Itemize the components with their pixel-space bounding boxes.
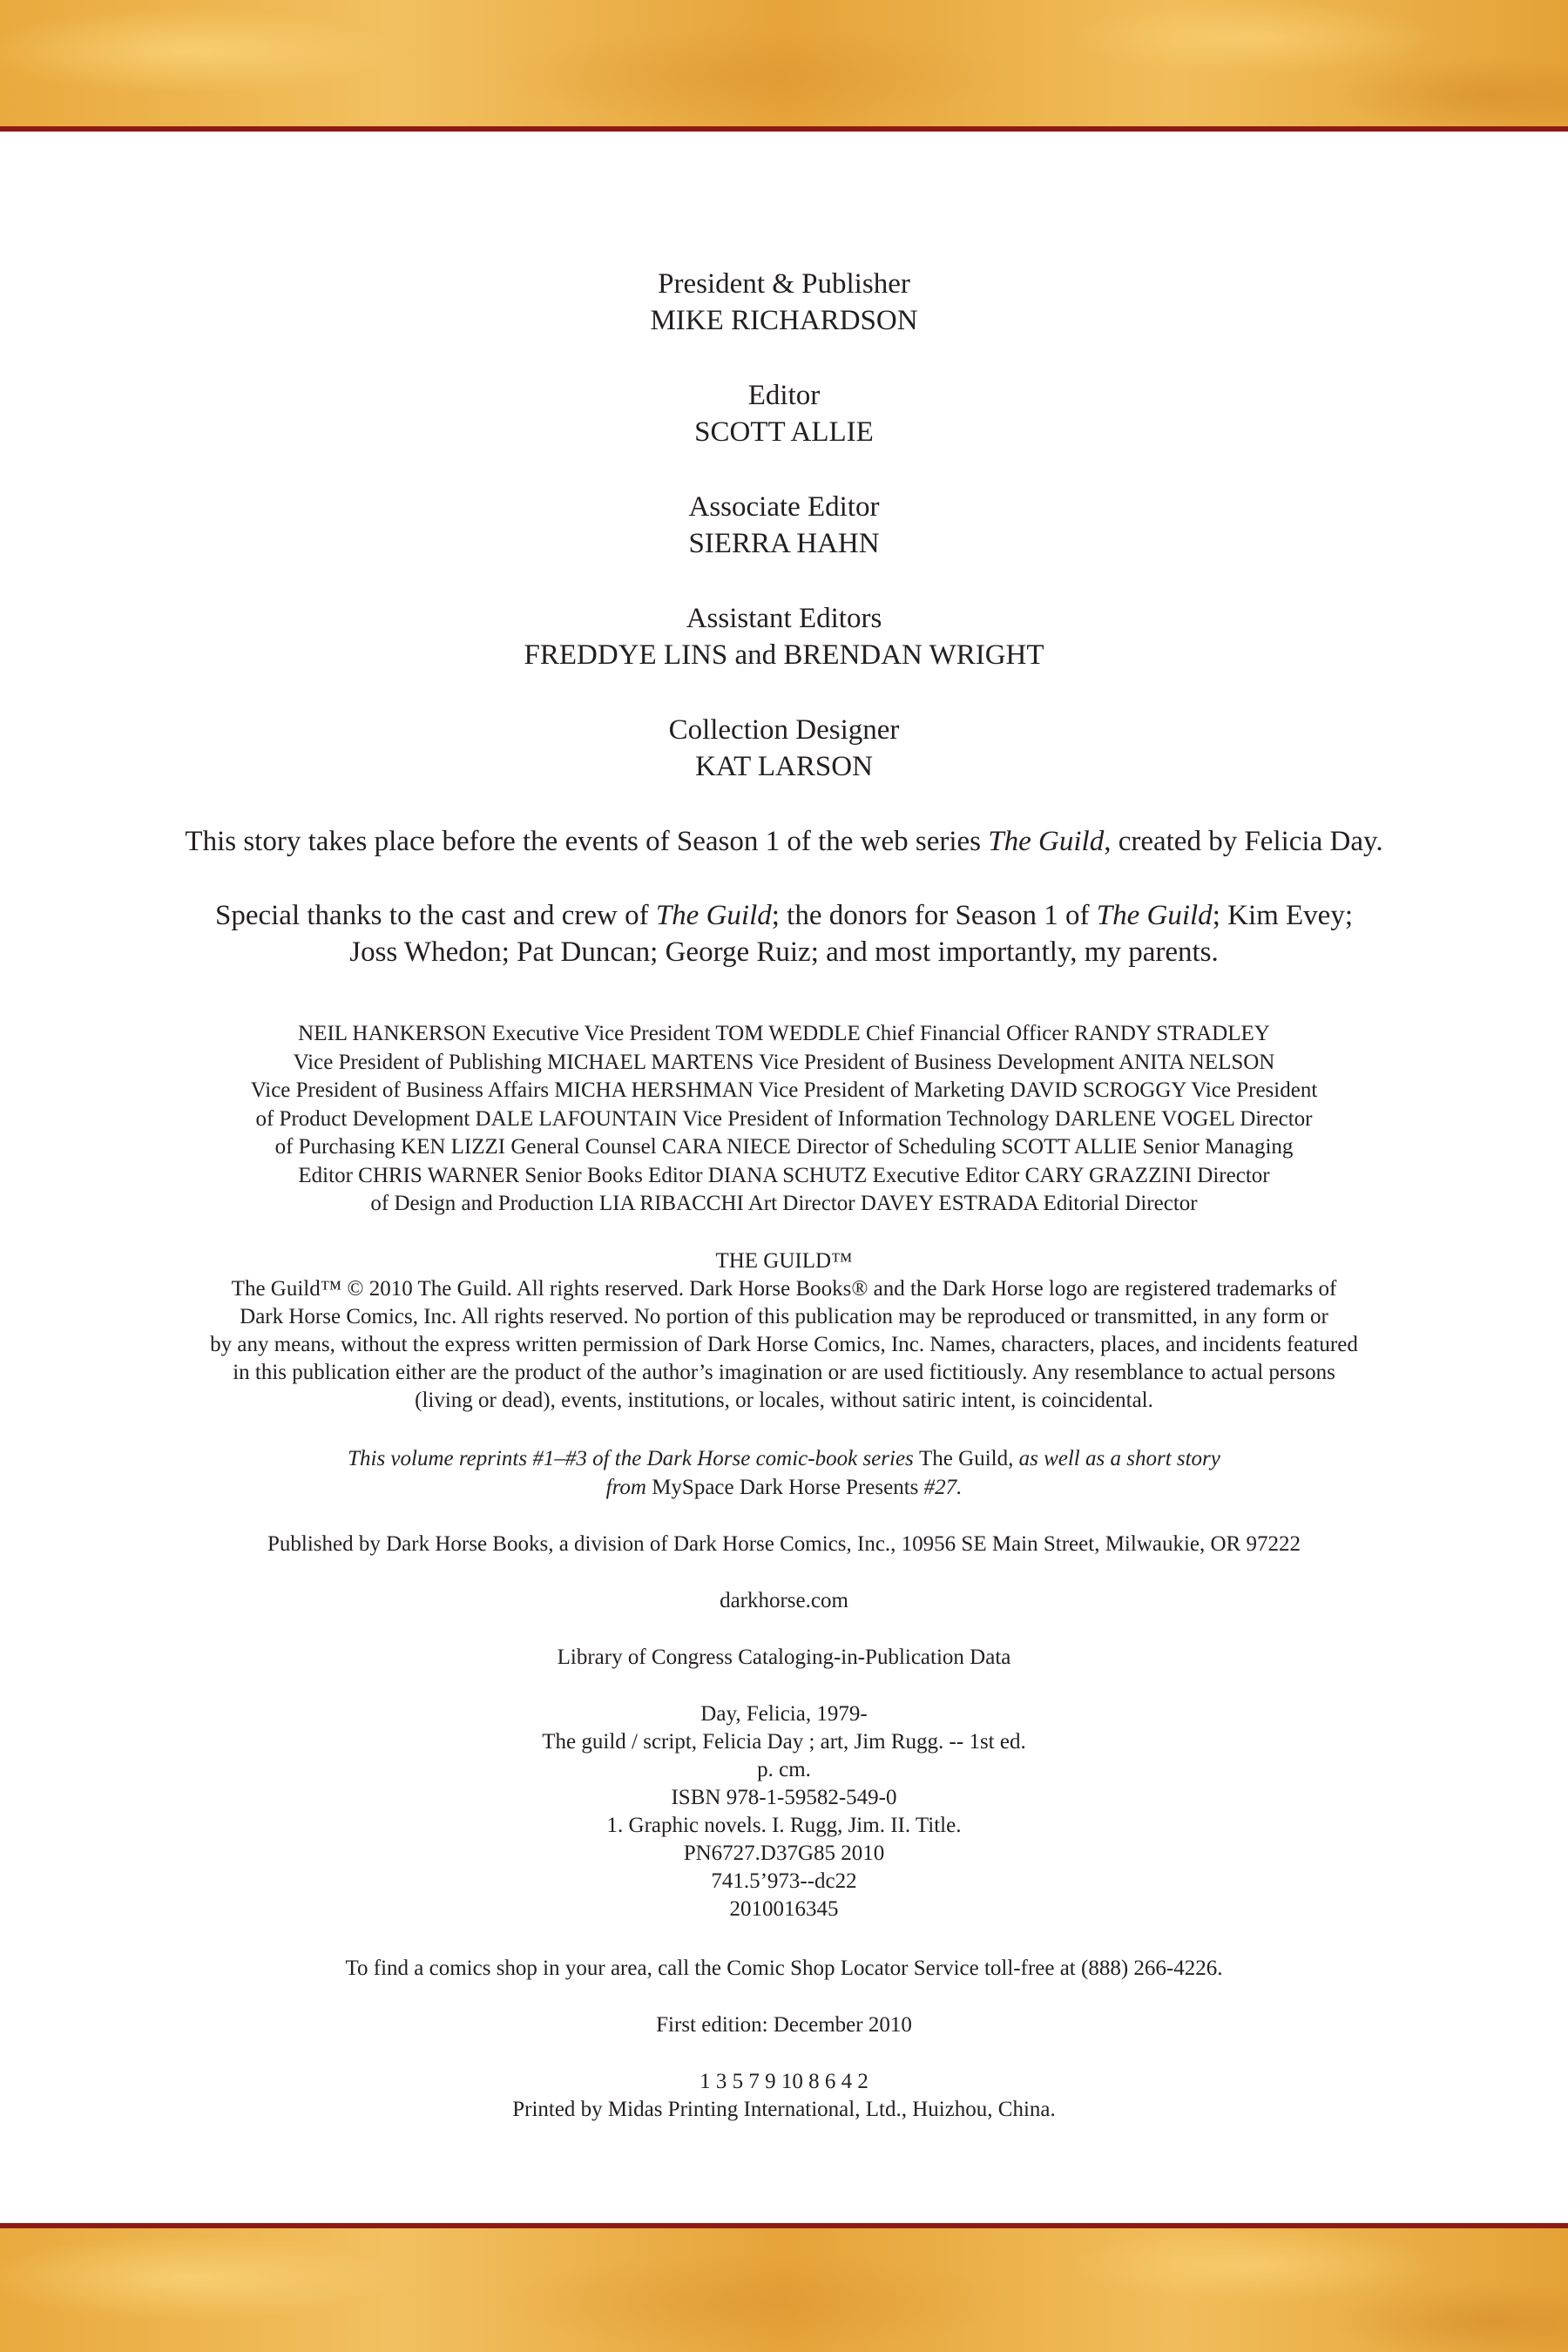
bottom-decorative-band xyxy=(0,2223,1568,2352)
reprint-text: #27. xyxy=(918,1476,963,1499)
reprint-text: from xyxy=(605,1476,652,1499)
executives-line: of Design and Production LIA RIBACCHI Art Director DAVEY ESTRADA Editorial Director xyxy=(370,1192,1198,1215)
credit-name: KAT LARSON xyxy=(695,751,873,782)
story-note-text-before: This story takes place before the events of Season 1 of the web series xyxy=(185,826,989,857)
cip-line: 2010016345 xyxy=(729,1897,839,1921)
thanks-line-1 xyxy=(0,897,1568,934)
credit-block-assistant-editors xyxy=(0,600,1568,673)
legal-line: by any means, without the express written permission of Dark Horse Comics, Inc. Names, characters, places, and incidents featured xyxy=(210,1333,1358,1356)
story-note-text-after: , created by Felicia Day. xyxy=(1104,826,1383,857)
legal-line: in this publication either are the product of the author’s imagination or are used fictitiously. Any resemblance to actual persons xyxy=(233,1361,1335,1384)
credit-block-associate-editor xyxy=(0,489,1568,562)
thanks-text: ; Kim Evey; xyxy=(1212,900,1353,931)
credit-block-collection-designer xyxy=(0,712,1568,785)
published-by: Published by Dark Horse Books, a division of Dark Horse Comics, Inc., 10956 SE Main Street, Milwaukie, OR 97222 xyxy=(267,1532,1301,1556)
thanks-text: ; the donors for Season 1 of xyxy=(771,900,1097,931)
cip-line: 741.5’973--dc22 xyxy=(711,1869,857,1893)
credit-role: Associate Editor xyxy=(688,491,880,523)
top-decorative-band xyxy=(0,0,1568,132)
executives-line: NEIL HANKERSON Executive Vice President TOM WEDDLE Chief Financial Officer RANDY STRADLEY xyxy=(298,1022,1270,1045)
cip-line: Day, Felicia, 1979- xyxy=(700,1702,868,1726)
legal-line: Dark Horse Comics, Inc. All rights reserved. No portion of this publication may be reproduced or transmitted, in any form or xyxy=(240,1305,1328,1328)
edition: First edition: December 2010 xyxy=(656,2013,912,2037)
reprint-text: , as well as a short story xyxy=(1008,1447,1220,1470)
thanks-title: The Guild xyxy=(1096,900,1213,931)
executives-line: Vice President of Publishing MICHAEL MARTENS Vice President of Business Development ANITA NELSON xyxy=(293,1050,1275,1074)
credit-name: SCOTT ALLIE xyxy=(694,416,874,448)
credit-name: FREDDYE LINS and BRENDAN WRIGHT xyxy=(524,639,1044,671)
cip-line: 1. Graphic novels. I. Rugg, Jim. II. Title. xyxy=(606,1814,962,1837)
credit-role: Editor xyxy=(747,380,821,411)
cip-line: The guild / script, Felicia Day ; art, Jim Rugg. -- 1st ed. xyxy=(542,1730,1026,1754)
executives-line: of Product Development DALE LAFOUNTAIN Vice President of Information Technology DARLENE VOGEL Director xyxy=(255,1106,1313,1131)
reprint-text: This volume reprints #1–#3 of the Dark Horse comic-book series xyxy=(348,1447,920,1470)
thanks-line-2: Joss Whedon; Pat Duncan; George Ruiz; and most importantly, my parents. xyxy=(349,936,1219,968)
executives-line: of Purchasing KEN LIZZI General Counsel CARA NIECE Director of Scheduling SCOTT ALLIE Senior Managing xyxy=(274,1135,1294,1159)
cip-line: ISBN 978-1-59582-549-0 xyxy=(671,1786,897,1809)
shop-locator: To find a comics shop in your area, call the Comic Shop Locator Service toll-free at (888) 266-4226. xyxy=(345,1957,1223,1980)
printing-numbers: 1 3 5 7 9 10 8 6 4 2 xyxy=(700,2070,868,2093)
thanks-text: Special thanks to the cast and crew of xyxy=(214,900,656,931)
credit-role: President & Publisher xyxy=(658,268,910,300)
credit-name: MIKE RICHARDSON xyxy=(650,305,918,336)
cip-heading: Library of Congress Cataloging-in-Publication Data xyxy=(557,1646,1011,1669)
credit-role: Collection Designer xyxy=(668,714,900,746)
story-note-title: The Guild xyxy=(988,826,1105,857)
reprint-line-1 xyxy=(0,1445,1568,1474)
legal-line: The Guild™ © 2010 The Guild. All rights reserved. Dark Horse Books® and the Dark Horse logo are registered trademarks of xyxy=(231,1277,1337,1301)
legal-line: (living or dead), events, institutions, or locales, without satiric intent, is coincidental. xyxy=(415,1389,1153,1412)
legal-heading: THE GUILD™ xyxy=(715,1249,853,1273)
printer: Printed by Midas Printing International, Ltd., Huizhou, China. xyxy=(512,2098,1056,2121)
executives-line: Editor CHRIS WARNER Senior Books Editor DIANA SCHUTZ Executive Editor CARY GRAZZINI Director xyxy=(298,1163,1270,1187)
website-link[interactable]: darkhorse.com xyxy=(720,1589,848,1612)
credit-block-publisher xyxy=(0,266,1568,339)
story-note xyxy=(0,823,1568,860)
credit-name: SIERRA HAHN xyxy=(688,528,880,559)
reprint-title: The Guild xyxy=(919,1447,1009,1470)
reprint-line-2 xyxy=(0,1474,1568,1503)
cip-line: PN6727.D37G85 2010 xyxy=(683,1842,885,1865)
cip-line: p. cm. xyxy=(757,1758,811,1781)
thanks-title: The Guild xyxy=(655,900,772,931)
credit-block-editor xyxy=(0,377,1568,450)
reprint-title: MySpace Dark Horse Presents xyxy=(652,1476,919,1499)
credit-role: Assistant Editors xyxy=(686,603,882,634)
executives-line: Vice President of Business Affairs MICHA HERSHMAN Vice President of Marketing DAVID SCROGGY Vice President xyxy=(250,1078,1318,1102)
